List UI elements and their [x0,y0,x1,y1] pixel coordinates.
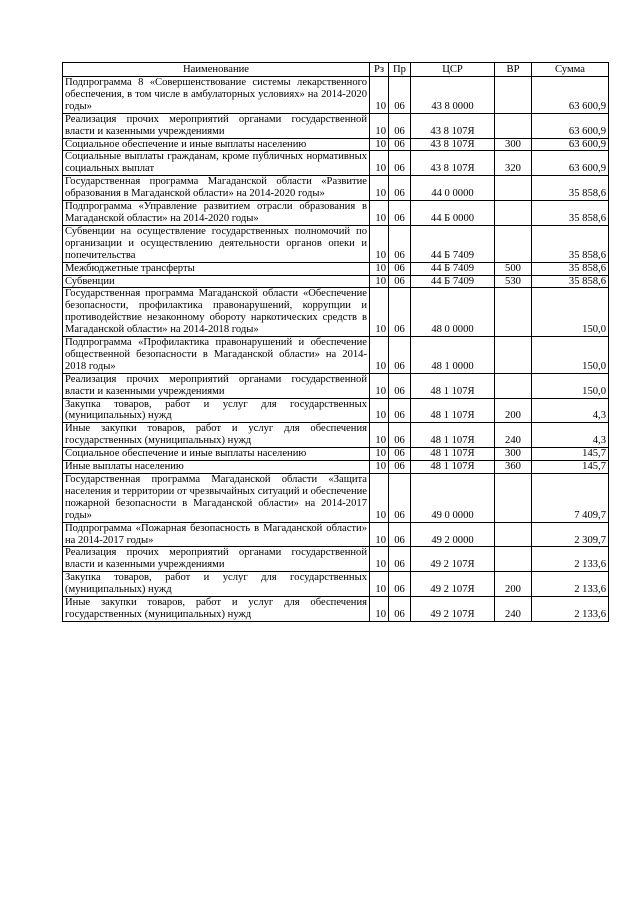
row-rz: 10 [370,572,389,597]
row-vr: 500 [495,262,532,275]
table-body [63,77,609,622]
row-rz: 10 [370,262,389,275]
row-sum: 7 409,7 [532,474,609,523]
row-csr: 44 Б 7409 [411,275,495,288]
header-rz: Рз [370,63,389,77]
table-row [63,572,609,597]
table-row [63,77,609,114]
row-name: Реализация прочих мероприятий органами государственной власти и казенными учреждениями [63,547,370,572]
row-sum: 2 309,7 [532,522,609,547]
table-row [63,201,609,226]
row-vr [495,522,532,547]
table-row [63,113,609,138]
row-pr: 06 [389,597,411,622]
table-row [63,398,609,423]
row-sum: 145,7 [532,448,609,461]
row-name: Подпрограмма 8 «Совершенствование системы лекарственного обеспечения, в том числе в амбулаторных условиях» на 2014-2020 годы» [63,77,370,114]
row-vr [495,225,532,262]
table-row [63,225,609,262]
row-name: Иные выплаты населению [63,461,370,474]
row-pr: 06 [389,448,411,461]
table-row [63,275,609,288]
row-csr: 48 1 107Я [411,373,495,398]
table-row [63,423,609,448]
row-sum: 2 133,6 [532,572,609,597]
row-rz: 10 [370,522,389,547]
row-rz: 10 [370,225,389,262]
row-rz: 10 [370,373,389,398]
row-vr: 200 [495,572,532,597]
row-rz: 10 [370,448,389,461]
row-rz: 10 [370,176,389,201]
row-name: Межбюджетные трансферты [63,262,370,275]
row-csr: 48 1 0000 [411,337,495,374]
header-vr: ВР [495,63,532,77]
row-csr: 44 Б 7409 [411,262,495,275]
row-name: Подпрограмма «Профилактика правонарушений и обеспечение общественной безопасности в Магаданской области» на 2014-2018 годы» [63,337,370,374]
table-row [63,547,609,572]
row-name: Субвенции на осуществление государственных полномочий по организации и осуществлению деятельности органов опеки и попечительства [63,225,370,262]
header-csr: ЦСР [411,63,495,77]
row-csr: 44 Б 0000 [411,201,495,226]
row-sum: 4,3 [532,423,609,448]
row-vr: 240 [495,423,532,448]
row-rz: 10 [370,423,389,448]
header-name: Наименование [63,63,370,77]
row-sum: 2 133,6 [532,597,609,622]
row-vr [495,77,532,114]
row-csr: 49 2 107Я [411,572,495,597]
row-sum: 150,0 [532,337,609,374]
row-csr: 48 0 0000 [411,288,495,337]
row-rz: 10 [370,461,389,474]
row-vr: 300 [495,138,532,151]
row-sum: 63 600,9 [532,138,609,151]
table-row [63,262,609,275]
row-csr: 48 1 107Я [411,423,495,448]
row-pr: 06 [389,423,411,448]
row-name: Реализация прочих мероприятий органами государственной власти и казенными учреждениями [63,113,370,138]
row-name: Реализация прочих мероприятий органами государственной власти и казенными учреждениями [63,373,370,398]
row-pr: 06 [389,225,411,262]
row-vr [495,201,532,226]
table-row [63,461,609,474]
row-pr: 06 [389,474,411,523]
table-row [63,448,609,461]
row-vr: 300 [495,448,532,461]
row-csr: 43 8 107Я [411,151,495,176]
row-csr: 49 2 107Я [411,547,495,572]
row-csr: 49 2 0000 [411,522,495,547]
header-sum: Сумма [532,63,609,77]
budget-table [62,62,609,622]
row-csr: 44 Б 7409 [411,225,495,262]
row-name: Социальное обеспечение и иные выплаты населению [63,448,370,461]
row-rz: 10 [370,138,389,151]
row-rz: 10 [370,77,389,114]
row-sum: 63 600,9 [532,113,609,138]
table-row [63,373,609,398]
table-row [63,474,609,523]
row-pr: 06 [389,138,411,151]
row-csr: 48 1 107Я [411,398,495,423]
row-rz: 10 [370,288,389,337]
row-vr: 320 [495,151,532,176]
row-csr: 43 8 0000 [411,77,495,114]
row-vr [495,176,532,201]
row-sum: 35 858,6 [532,262,609,275]
header-pr: Пр [389,63,411,77]
table-row [63,597,609,622]
row-name: Иные закупки товаров, работ и услуг для обеспечения государственных (муниципальных) нужд [63,423,370,448]
row-sum: 35 858,6 [532,176,609,201]
row-pr: 06 [389,113,411,138]
row-pr: 06 [389,522,411,547]
row-name: Закупка товаров, работ и услуг для государственных (муниципальных) нужд [63,398,370,423]
row-pr: 06 [389,288,411,337]
row-csr: 43 8 107Я [411,138,495,151]
table-header-row [63,63,609,77]
row-vr [495,337,532,374]
row-rz: 10 [370,275,389,288]
row-csr: 49 0 0000 [411,474,495,523]
row-vr [495,373,532,398]
row-rz: 10 [370,151,389,176]
table-row [63,337,609,374]
table-row [63,288,609,337]
row-vr [495,474,532,523]
row-name: Субвенции [63,275,370,288]
row-vr [495,113,532,138]
row-sum: 35 858,6 [532,225,609,262]
table-row [63,176,609,201]
row-rz: 10 [370,474,389,523]
table-row [63,138,609,151]
row-pr: 06 [389,201,411,226]
row-rz: 10 [370,113,389,138]
row-name: Государственная программа Магаданской области «Обеспечение безопасности, профилактика правонарушений, коррупции и противодействие незаконному обороту наркотических средств в Магаданской области» на 2014-2018 годы» [63,288,370,337]
row-pr: 06 [389,262,411,275]
row-pr: 06 [389,275,411,288]
row-name: Иные закупки товаров, работ и услуг для обеспечения государственных (муниципальных) нужд [63,597,370,622]
row-vr: 530 [495,275,532,288]
row-rz: 10 [370,337,389,374]
row-rz: 10 [370,597,389,622]
row-pr: 06 [389,176,411,201]
table-row [63,522,609,547]
row-vr [495,547,532,572]
row-rz: 10 [370,398,389,423]
row-sum: 35 858,6 [532,275,609,288]
row-pr: 06 [389,461,411,474]
row-csr: 49 2 107Я [411,597,495,622]
row-csr: 48 1 107Я [411,461,495,474]
row-sum: 150,0 [532,288,609,337]
row-vr: 200 [495,398,532,423]
row-sum: 35 858,6 [532,201,609,226]
row-vr: 360 [495,461,532,474]
row-name: Государственная программа Магаданской области «Защита населения и территории от чрезвычайных ситуаций и обеспечение пожарной безопасности в Магаданской области» на 2014-2017 годы» [63,474,370,523]
row-pr: 06 [389,373,411,398]
row-name: Подпрограмма «Пожарная безопасность в Магаданской области» на 2014-2017 годы» [63,522,370,547]
row-pr: 06 [389,398,411,423]
row-csr: 48 1 107Я [411,448,495,461]
row-pr: 06 [389,572,411,597]
row-csr: 43 8 107Я [411,113,495,138]
row-sum: 145,7 [532,461,609,474]
row-sum: 63 600,9 [532,151,609,176]
row-sum: 4,3 [532,398,609,423]
row-pr: 06 [389,547,411,572]
row-sum: 63 600,9 [532,77,609,114]
row-pr: 06 [389,337,411,374]
table-row [63,151,609,176]
row-sum: 2 133,6 [532,547,609,572]
row-pr: 06 [389,151,411,176]
row-rz: 10 [370,201,389,226]
row-vr: 240 [495,597,532,622]
row-name: Подпрограмма «Управление развитием отрасли образования в Магаданской области» на 2014-2020 годы» [63,201,370,226]
row-name: Социальные выплаты гражданам, кроме публичных нормативных социальных выплат [63,151,370,176]
row-name: Социальное обеспечение и иные выплаты населению [63,138,370,151]
row-rz: 10 [370,547,389,572]
row-pr: 06 [389,77,411,114]
row-sum: 150,0 [532,373,609,398]
row-csr: 44 0 0000 [411,176,495,201]
row-vr [495,288,532,337]
row-name: Закупка товаров, работ и услуг для государственных (муниципальных) нужд [63,572,370,597]
row-name: Государственная программа Магаданской области «Развитие образования в Магаданской области» на 2014-2020 годы» [63,176,370,201]
